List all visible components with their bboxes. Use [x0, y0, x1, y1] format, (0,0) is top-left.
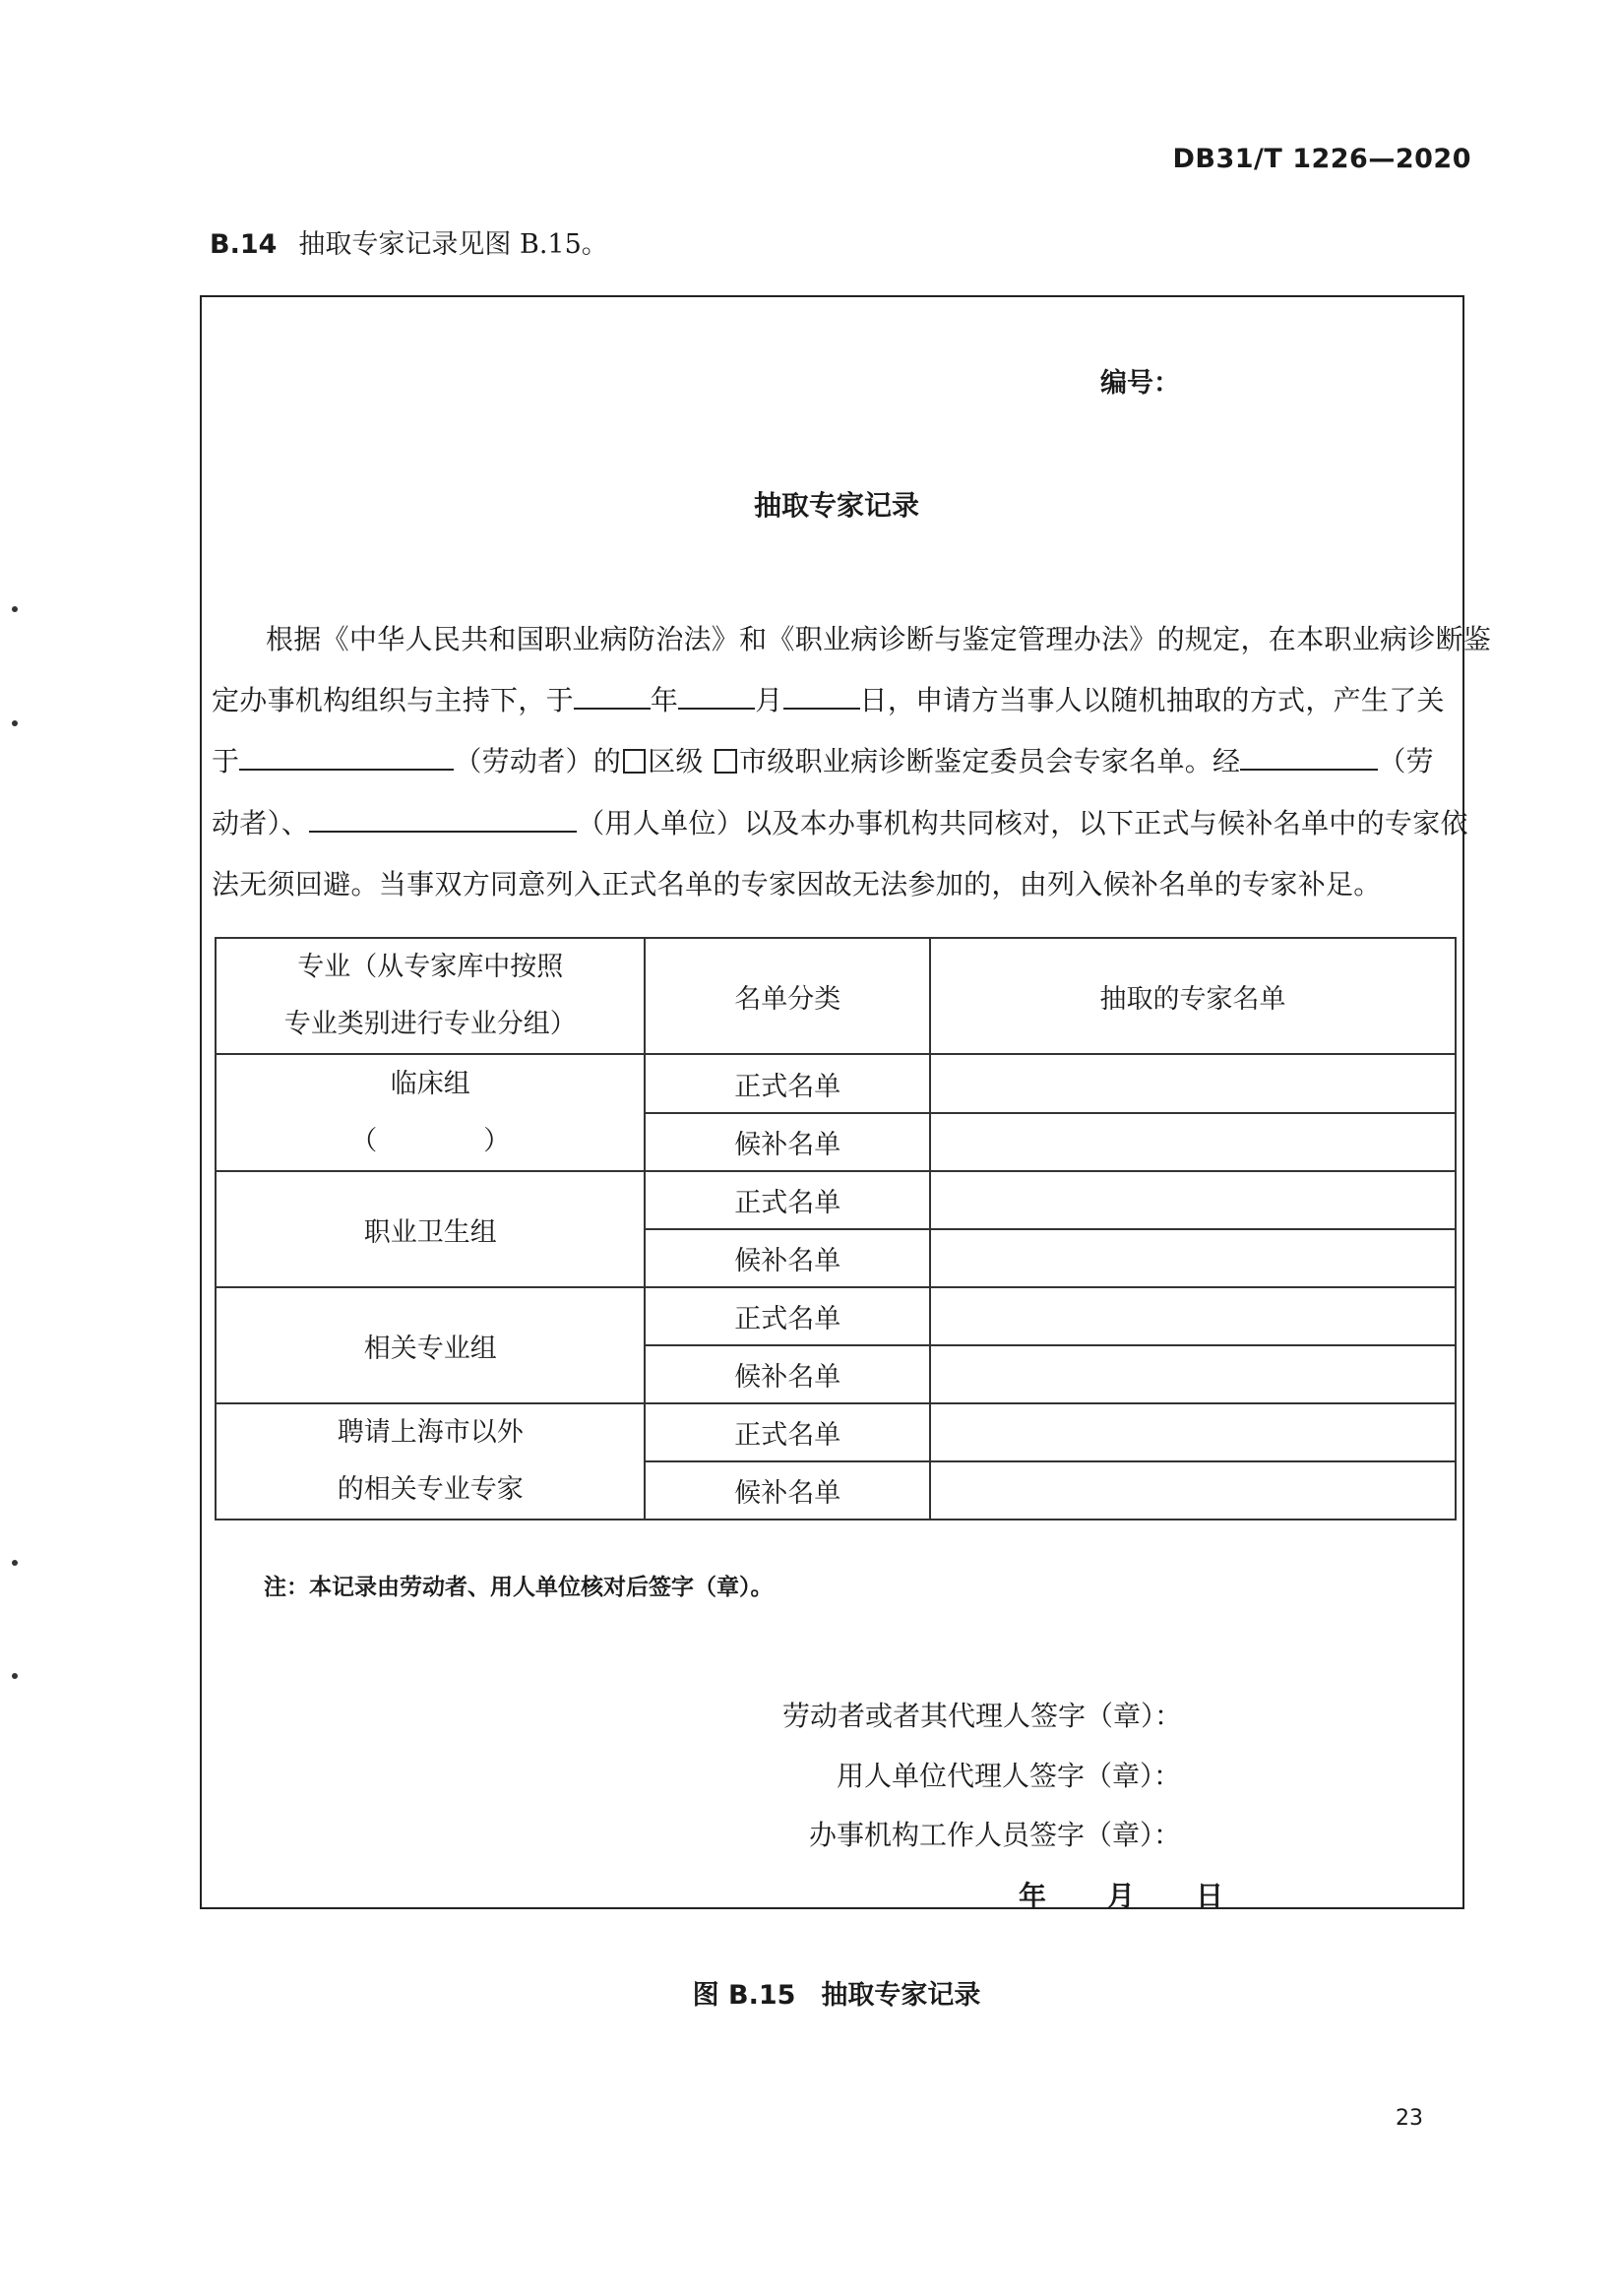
scan-mark	[12, 606, 18, 612]
paragraph-line: 法无须回避。当事双方同意列入正式名单的专家因故无法参加的，由列入候补名单的专家补足。	[212, 868, 1382, 900]
list-type-alternate: 候补名单	[645, 1345, 929, 1403]
scan-mark	[12, 1673, 18, 1679]
date-line	[1019, 1875, 1223, 1914]
expert-cell[interactable]	[930, 1461, 1456, 1520]
date-year: 年	[1019, 1880, 1047, 1912]
figure-number: 图 B.15	[692, 1980, 796, 2011]
header-experts: 抽取的专家名单	[930, 938, 1456, 1054]
section-heading	[210, 222, 608, 261]
employer-name-blank[interactable]	[309, 809, 577, 833]
table-row	[216, 1171, 1456, 1229]
page-number: 23	[1396, 2106, 1423, 2131]
expert-cell[interactable]	[930, 1171, 1456, 1229]
scan-mark	[12, 720, 18, 726]
expert-cell[interactable]	[930, 1403, 1456, 1461]
date-day: 日	[1196, 1880, 1224, 1912]
year-blank[interactable]	[574, 686, 651, 710]
expert-cell[interactable]	[930, 1054, 1456, 1113]
scan-mark	[12, 1560, 18, 1566]
list-type-formal: 正式名单	[645, 1287, 929, 1345]
expert-table	[215, 937, 1457, 1520]
paragraph-line: 动者）、 （用人单位）以及本办事机构共同核对，以下正式与候补名单中的专家依	[212, 807, 1468, 839]
group-outside-shanghai: 聘请上海市以外 的相关专业专家	[216, 1403, 645, 1520]
section-number: B.14	[210, 229, 278, 260]
table-row	[216, 1054, 1456, 1113]
document-code: DB31/T 1226—2020	[1172, 144, 1471, 174]
employer-signature-label: 用人单位代理人签字（章）：	[837, 1760, 1182, 1792]
group-occupational-health: 职业卫生组	[216, 1171, 645, 1287]
expert-cell[interactable]	[930, 1113, 1456, 1171]
section-text: 抽取专家记录见图 B.15。	[298, 229, 608, 260]
paragraph-line: 定办事机构组织与主持下，于 年 月 日，申请方当事人以随机抽取的方式，产生了关	[212, 684, 1445, 716]
header-list-type: 名单分类	[645, 938, 929, 1054]
list-type-formal: 正式名单	[645, 1171, 929, 1229]
table-header-row	[216, 938, 1456, 1054]
worker-signature-label: 劳动者或者其代理人签字（章）：	[782, 1700, 1183, 1732]
worker-verify-blank[interactable]	[1240, 747, 1378, 771]
group-related: 相关专业组	[216, 1287, 645, 1403]
table-row	[216, 1403, 1456, 1461]
group-clinical: 临床组 （ ）	[216, 1054, 645, 1171]
list-type-alternate: 候补名单	[645, 1113, 929, 1171]
city-level-checkbox[interactable]	[715, 749, 737, 774]
expert-cell[interactable]	[930, 1287, 1456, 1345]
agency-signature-label: 办事机构工作人员签字（章）：	[809, 1819, 1182, 1851]
expert-cell[interactable]	[930, 1229, 1456, 1287]
list-type-alternate: 候补名单	[645, 1229, 929, 1287]
form-note: 注：本记录由劳动者、用人单位核对后签字（章）。	[264, 1575, 774, 1600]
serial-number-label: 编号：	[1100, 368, 1180, 399]
figure-title: 抽取专家记录	[821, 1980, 981, 2011]
month-blank[interactable]	[678, 686, 755, 710]
paragraph-line: 根据《中华人民共和国职业病防治法》和《职业病诊断与鉴定管理办法》的规定，在本职业病诊断鉴	[266, 623, 1492, 655]
expert-cell[interactable]	[930, 1345, 1456, 1403]
day-blank[interactable]	[783, 686, 860, 710]
table-row	[216, 1287, 1456, 1345]
list-type-formal: 正式名单	[645, 1054, 929, 1113]
paragraph-line: 于 （劳动者）的 区级 市级职业病诊断鉴定委员会专家名单。经 （劳	[212, 745, 1434, 777]
date-month: 月	[1107, 1880, 1136, 1912]
header-specialty: 专业（从专家库中按照 专业类别进行专业分组）	[216, 938, 645, 1054]
form-title: 抽取专家记录	[753, 489, 919, 522]
figure-caption	[0, 1973, 1617, 2012]
worker-name-blank[interactable]	[239, 747, 454, 771]
district-level-checkbox[interactable]	[623, 749, 646, 774]
list-type-alternate: 候补名单	[645, 1461, 929, 1520]
list-type-formal: 正式名单	[645, 1403, 929, 1461]
